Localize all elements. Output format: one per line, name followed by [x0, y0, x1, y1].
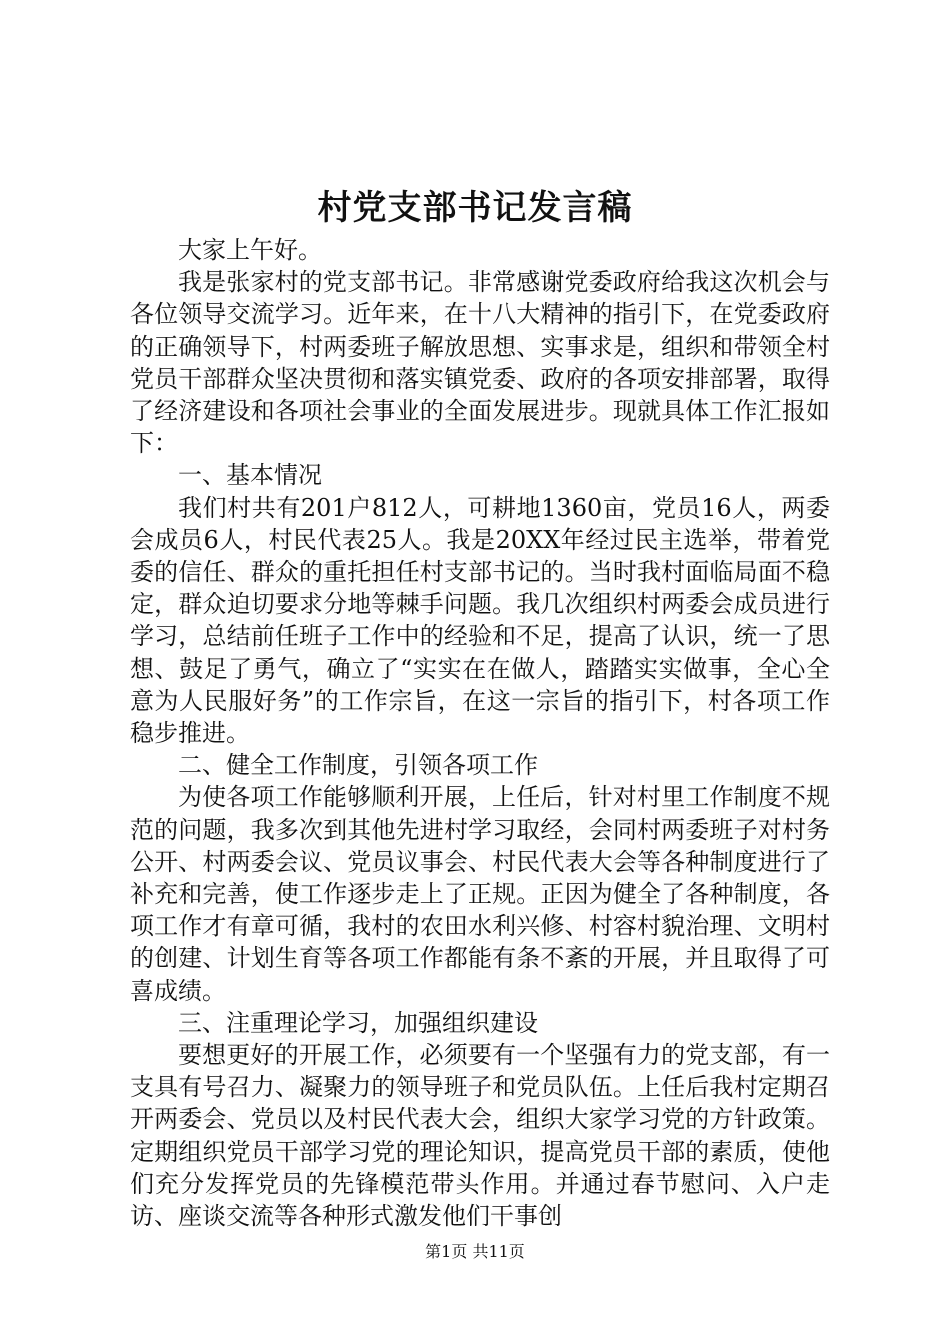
document-title: 村党支部书记发言稿	[317, 188, 633, 228]
section-heading-basic: 一、基本情况	[178, 461, 322, 490]
page-footer: 第1页 共11页	[425, 1242, 525, 1261]
section-heading-study: 三、注重理论学习，加强组织建设	[178, 1008, 538, 1037]
paragraph-system: 为使各项工作能够顺利开展，上任后，针对村里工作制度不规范的问题，我多次到其他先进村学习取经，会同村两委班子对村务公开、村两委会议、党员议事会、村民代表大会等各种制度进行了补充和完善，使工作逐步走上了正规。正因为健全了各种制度，各项工作才有章可循，我村的农田水利兴修、村容村貌治理、文明村的创建、计划生育等各项工作都能有条不紊的开展，并且取得了可喜成绩。	[130, 783, 830, 1005]
paragraph-greeting: 大家上午好。	[178, 236, 322, 264]
section-heading-system: 二、健全工作制度，引领各项工作	[178, 751, 538, 780]
paragraph-study: 要想更好的开展工作，必须要有一个坚强有力的党支部，有一支具有号召力、凝聚力的领导班子和党员队伍。上任后我村定期召开两委会、党员以及村民代表大会，组织大家学习党的方针政策。定期组织党员干部学习党的理论知识，提高党员干部的素质，使他们充分发挥党员的先锋模范带头作用。并通过春节慰问、入户走访、座谈交流等各种形式激发他们干事创	[130, 1041, 830, 1231]
document-body	[130, 234, 830, 1232]
paragraph-intro: 我是张家村的党支部书记。非常感谢党委政府给我这次机会与各位领导交流学习。近年来，在十八大精神的指引下，在党委政府的正确领导下，村两委班子解放思想、实事求是，组织和带领全村党员干部群众坚决贯彻和落实镇党委、政府的各项安排部署，取得了经济建设和各项社会事业的全面发展进步。现就具体工作汇报如下：	[130, 268, 830, 458]
paragraph-basic: 我们村共有201户812人，可耕地1360亩，党员16人，两委会成员6人，村民代表25人。我是20XX年经过民主选举，带着党委的信任、群众的重托担任村支部书记的。当时我村面临局面不稳定，群众迫切要求分地等棘手问题。我几次组织村两委会成员进行学习，总结前任班子工作中的经验和不足，提高了认识，统一了思想、鼓足了勇气，确立了“实实在在做人，踏踏实实做事，全心全意为人民服好务”的工作宗旨，在这一宗旨的指引下，村各项工作稳步推进。	[130, 493, 830, 748]
